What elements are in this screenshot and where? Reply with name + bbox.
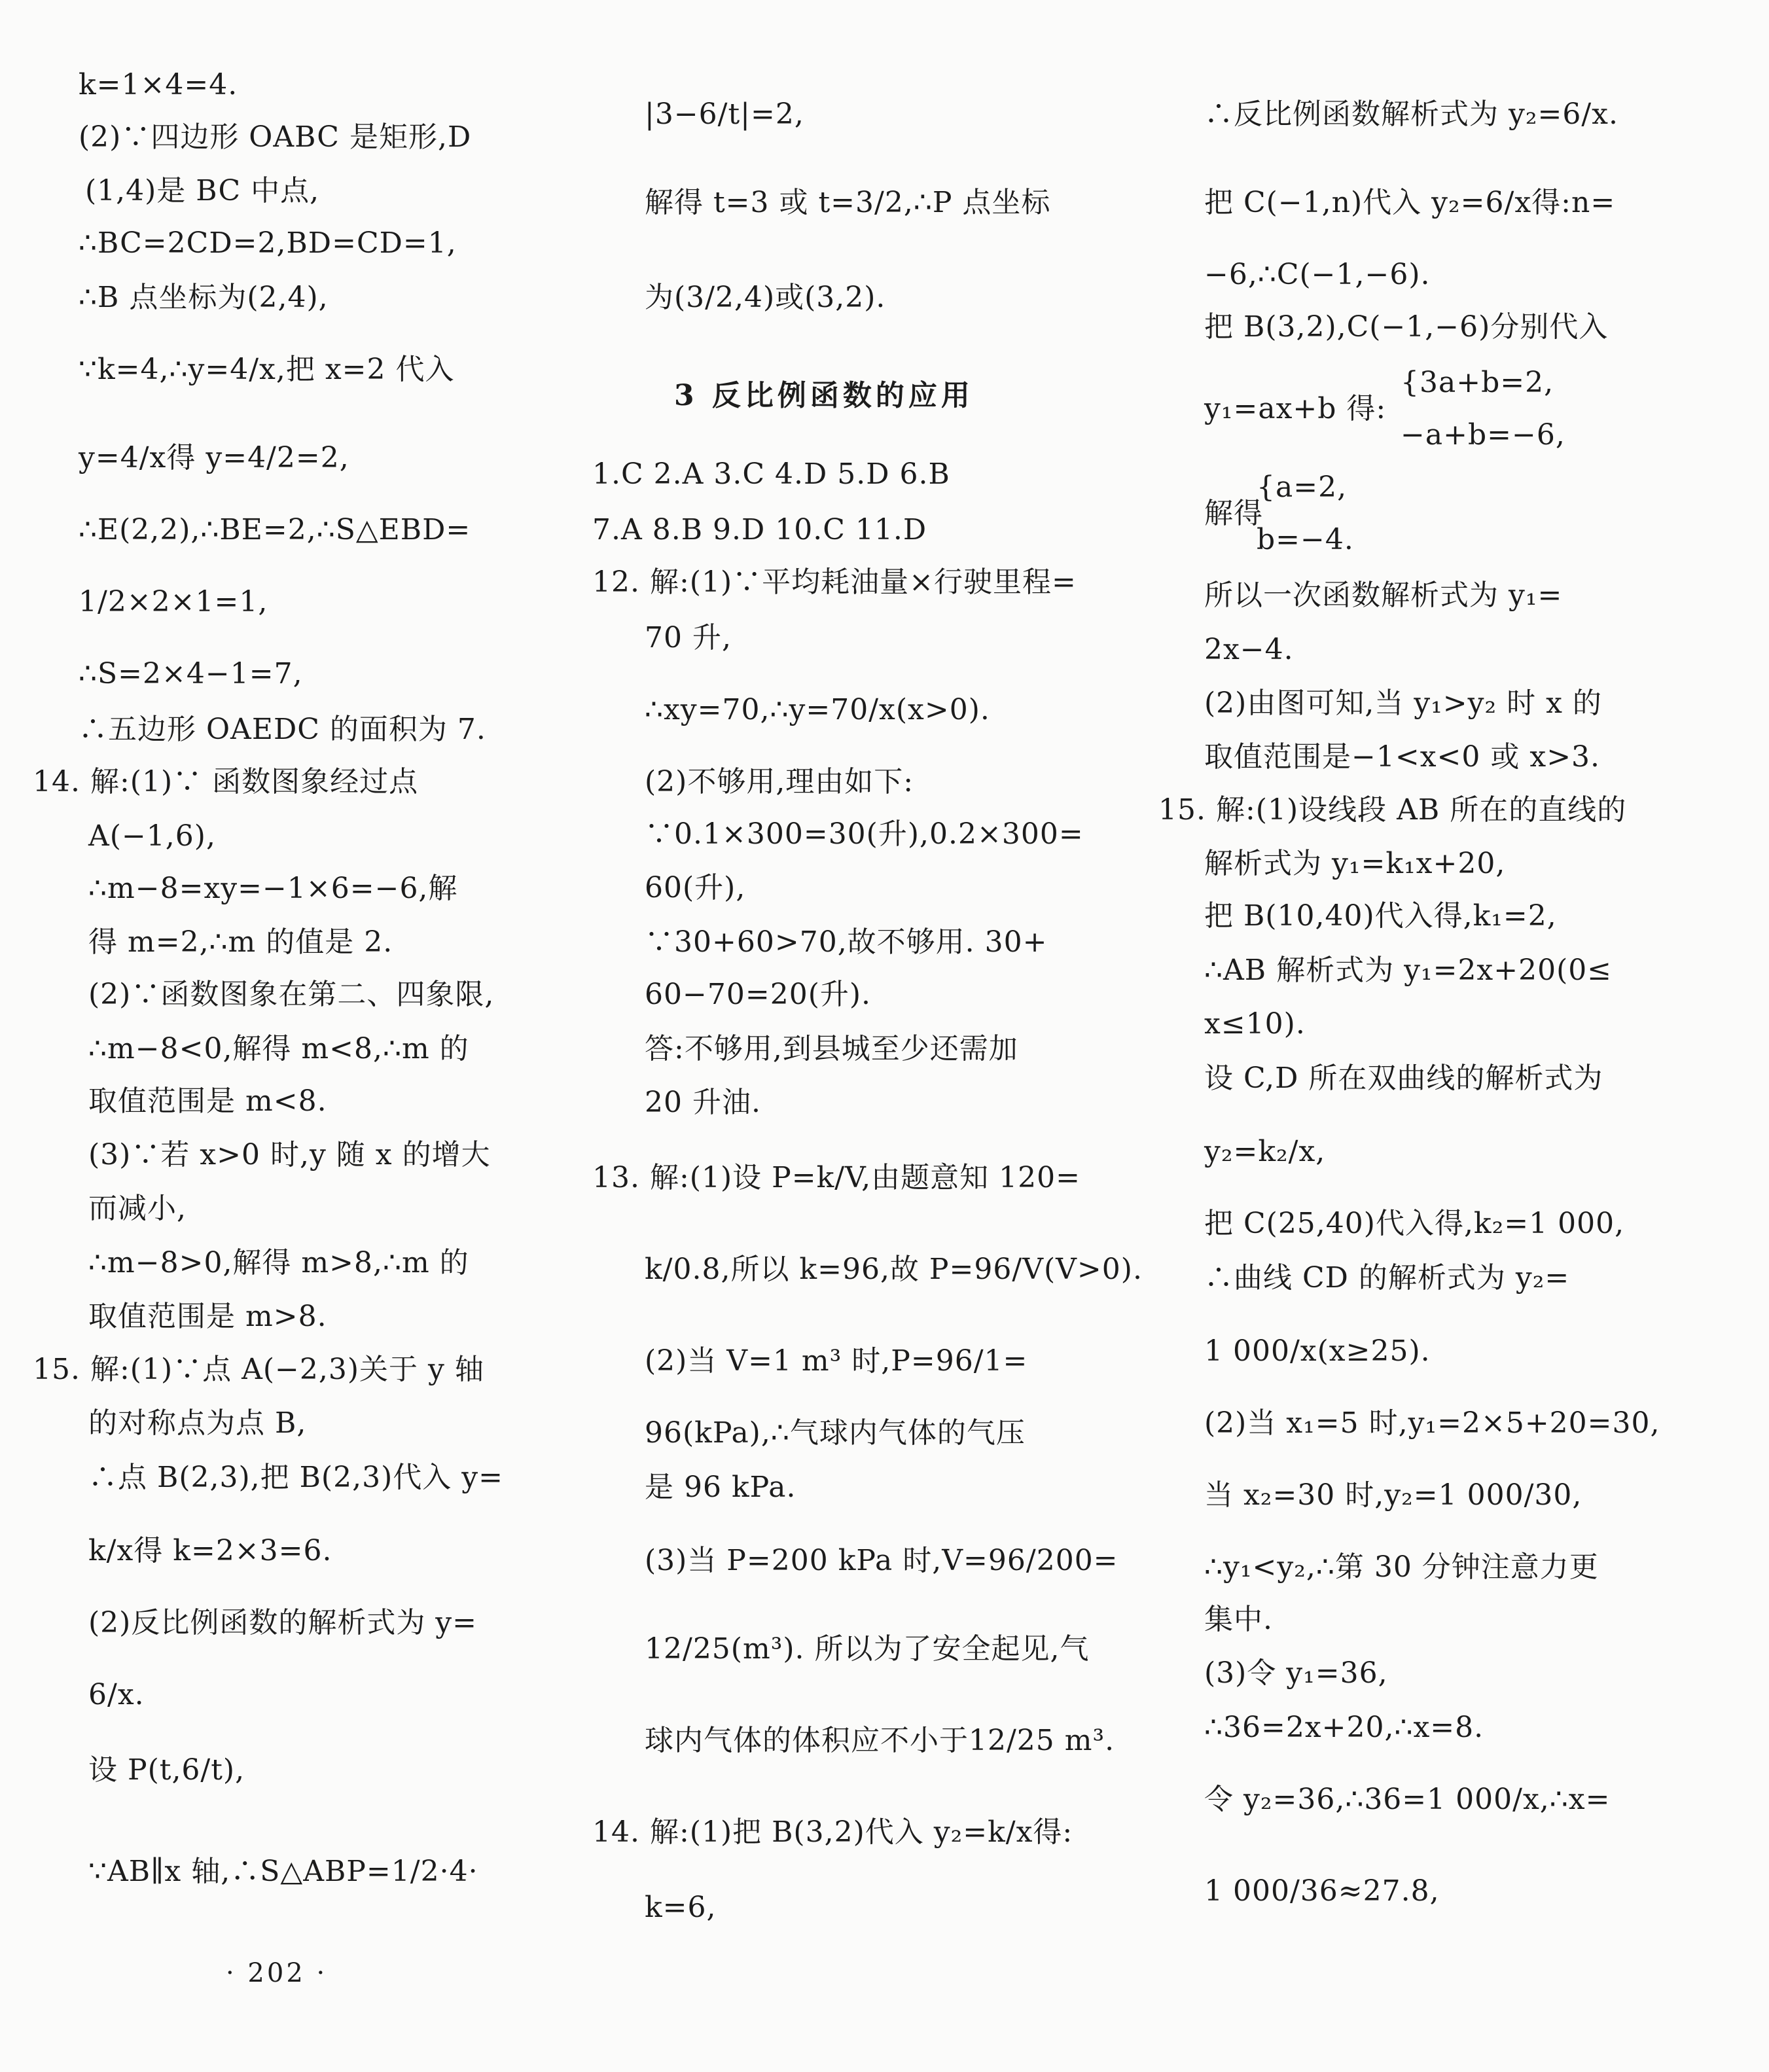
text-line: 60−70=20(升).: [645, 978, 872, 1011]
text-line: x≤10).: [1204, 1007, 1306, 1041]
text-line: ∴S=2×4−1=7,: [79, 657, 303, 690]
text-line: b=−4.: [1257, 523, 1354, 556]
text-line: 1.C 2.A 3.C 4.D 5.D 6.B: [592, 457, 950, 491]
text-line: 2x−4.: [1204, 633, 1294, 666]
text-line: 为(3/2,4)或(3,2).: [645, 281, 886, 314]
section-title: 3 反比例函数的应用: [674, 379, 974, 412]
page-number: · 202 ·: [226, 1958, 328, 1988]
text-line: 把 B(3,2),C(−1,−6)分别代入: [1204, 310, 1609, 344]
text-line: ∵0.1×300=30(升),0.2×300=: [645, 817, 1084, 851]
text-line: 而减小,: [88, 1192, 187, 1225]
text-line: ∴m−8>0,解得 m>8,∴m 的: [88, 1246, 469, 1279]
text-line: y=4/x得 y=4/2=2,: [79, 441, 349, 474]
text-line: y₂=k₂/x,: [1204, 1135, 1326, 1168]
text-line: y₁=ax+b 得:: [1204, 392, 1387, 425]
text-line: 解析式为 y₁=k₁x+20,: [1204, 847, 1506, 880]
text-line: 取值范围是 m<8.: [88, 1084, 327, 1118]
text-line: ∴曲线 CD 的解析式为 y₂=: [1204, 1261, 1570, 1295]
text-line: 12/25(m³). 所以为了安全起见,气: [645, 1632, 1090, 1666]
text-line: 取值范围是 m>8.: [88, 1300, 327, 1333]
text-line: 设 C,D 所在双曲线的解析式为: [1204, 1062, 1603, 1095]
text-line: 球内气体的体积应不小于12/25 m³.: [645, 1724, 1115, 1757]
text-line: ∵30+60>70,故不够用. 30+: [645, 925, 1048, 959]
text-line: (2)∵函数图象在第二、四象限,: [88, 978, 495, 1011]
text-line: ∴m−8<0,解得 m<8,∴m 的: [88, 1032, 469, 1065]
text-line: 6/x.: [88, 1678, 145, 1711]
text-line: 14. 解:(1)∵ 函数图象经过点: [33, 765, 419, 798]
text-line: 1 000/x(x≥25).: [1204, 1334, 1431, 1368]
text-line: ∴y₁<y₂,∴第 30 分钟注意力更: [1204, 1550, 1599, 1584]
text-line: 的对称点为点 B,: [88, 1406, 307, 1440]
text-line: 15. 解:(1)设线段 AB 所在的直线的: [1158, 793, 1627, 827]
text-line: ∴五边形 OAEDC 的面积为 7.: [79, 713, 486, 746]
text-line: 取值范围是−1<x<0 或 x>3.: [1204, 740, 1601, 774]
text-line: k=6,: [645, 1891, 717, 1924]
text-line: ∴反比例函数解析式为 y₂=6/x.: [1204, 98, 1618, 131]
text-line: ∴AB 解析式为 y₁=2x+20(0≤: [1204, 954, 1613, 987]
text-line: (2)∵四边形 OABC 是矩形,D: [79, 120, 472, 154]
text-line: 是 96 kPa.: [645, 1471, 796, 1504]
text-line: ∴E(2,2),∴BE=2,∴S△EBD=: [79, 513, 471, 546]
text-line: 所以一次函数解析式为 y₁=: [1204, 579, 1563, 612]
text-line: 解得 t=3 或 t=3/2,∴P 点坐标: [645, 186, 1051, 219]
text-line: 7.A 8.B 9.D 10.C 11.D: [592, 513, 927, 546]
text-line: 集中.: [1204, 1603, 1273, 1636]
text-line: 把 C(−1,n)代入 y₂=6/x得:n=: [1204, 186, 1616, 219]
text-line: k=1×4=4.: [79, 68, 238, 101]
text-line: 令 y₂=36,∴36=1 000/x,∴x=: [1204, 1783, 1611, 1816]
text-line: 把 B(10,40)代入得,k₁=2,: [1204, 899, 1557, 933]
text-line: 14. 解:(1)把 B(3,2)代入 y₂=k/x得:: [592, 1815, 1073, 1849]
text-line: (2)反比例函数的解析式为 y=: [88, 1606, 478, 1639]
text-line: 13. 解:(1)设 P=k/V,由题意知 120=: [592, 1161, 1081, 1194]
text-line: 15. 解:(1)∵点 A(−2,3)关于 y 轴: [33, 1353, 484, 1386]
text-line: ∵k=4,∴y=4/x,把 x=2 代入: [79, 353, 455, 386]
text-line: −a+b=−6,: [1401, 418, 1565, 452]
text-line: 得 m=2,∴m 的值是 2.: [88, 925, 393, 959]
text-line: {3a+b=2,: [1401, 366, 1554, 399]
text-line: ∵AB∥x 轴,∴S△ABP=1/2·4·: [88, 1855, 478, 1888]
text-line: |3−6/t|=2,: [645, 98, 804, 131]
text-line: 设 P(t,6/t),: [88, 1753, 245, 1787]
text-line: 把 C(25,40)代入得,k₂=1 000,: [1204, 1207, 1625, 1240]
text-line: 70 升,: [645, 621, 732, 654]
text-line: 96(kPa),∴气球内气体的气压: [645, 1416, 1026, 1450]
text-line: 20 升油.: [645, 1086, 761, 1119]
text-line: (3)当 P=200 kPa 时,V=96/200=: [645, 1544, 1118, 1577]
text-line: 60(升),: [645, 871, 746, 904]
text-line: (2)当 V=1 m³ 时,P=96/1=: [645, 1344, 1028, 1378]
text-line: ∴BC=2CD=2,BD=CD=1,: [79, 226, 457, 260]
text-line: 当 x₂=30 时,y₂=1 000/30,: [1204, 1478, 1582, 1512]
text-line: 解得: [1204, 497, 1263, 530]
text-line: 1/2×2×1=1,: [79, 585, 268, 618]
text-line: k/0.8,所以 k=96,故 P=96/V(V>0).: [645, 1253, 1143, 1286]
text-line: (1,4)是 BC 中点,: [85, 174, 320, 207]
text-line: ∴点 B(2,3),把 B(2,3)代入 y=: [88, 1461, 503, 1494]
text-line: k/x得 k=2×3=6.: [88, 1534, 332, 1567]
text-line: (2)由图可知,当 y₁>y₂ 时 x 的: [1204, 687, 1602, 720]
text-line: A(−1,6),: [88, 819, 216, 853]
text-line: 12. 解:(1)∵平均耗油量×行驶里程=: [592, 565, 1077, 599]
text-line: ∴m−8=xy=−1×6=−6,解: [88, 872, 458, 905]
text-line: {a=2,: [1257, 471, 1348, 504]
text-line: (3)∵若 x>0 时,y 随 x 的增大: [88, 1138, 491, 1171]
text-line: ∴36=2x+20,∴x=8.: [1204, 1711, 1484, 1744]
text-line: (2)当 x₁=5 时,y₁=2×5+20=30,: [1204, 1406, 1660, 1440]
text-line: −6,∴C(−1,−6).: [1204, 258, 1431, 291]
text-line: (2)不够用,理由如下:: [645, 765, 914, 798]
text-line: ∴B 点坐标为(2,4),: [79, 281, 329, 314]
text-line: ∴xy=70,∴y=70/x(x>0).: [645, 693, 990, 726]
text-line: (3)令 y₁=36,: [1204, 1656, 1388, 1690]
text-line: 答:不够用,到县城至少还需加: [645, 1032, 1018, 1065]
text-line: 1 000/36≈27.8,: [1204, 1874, 1440, 1908]
